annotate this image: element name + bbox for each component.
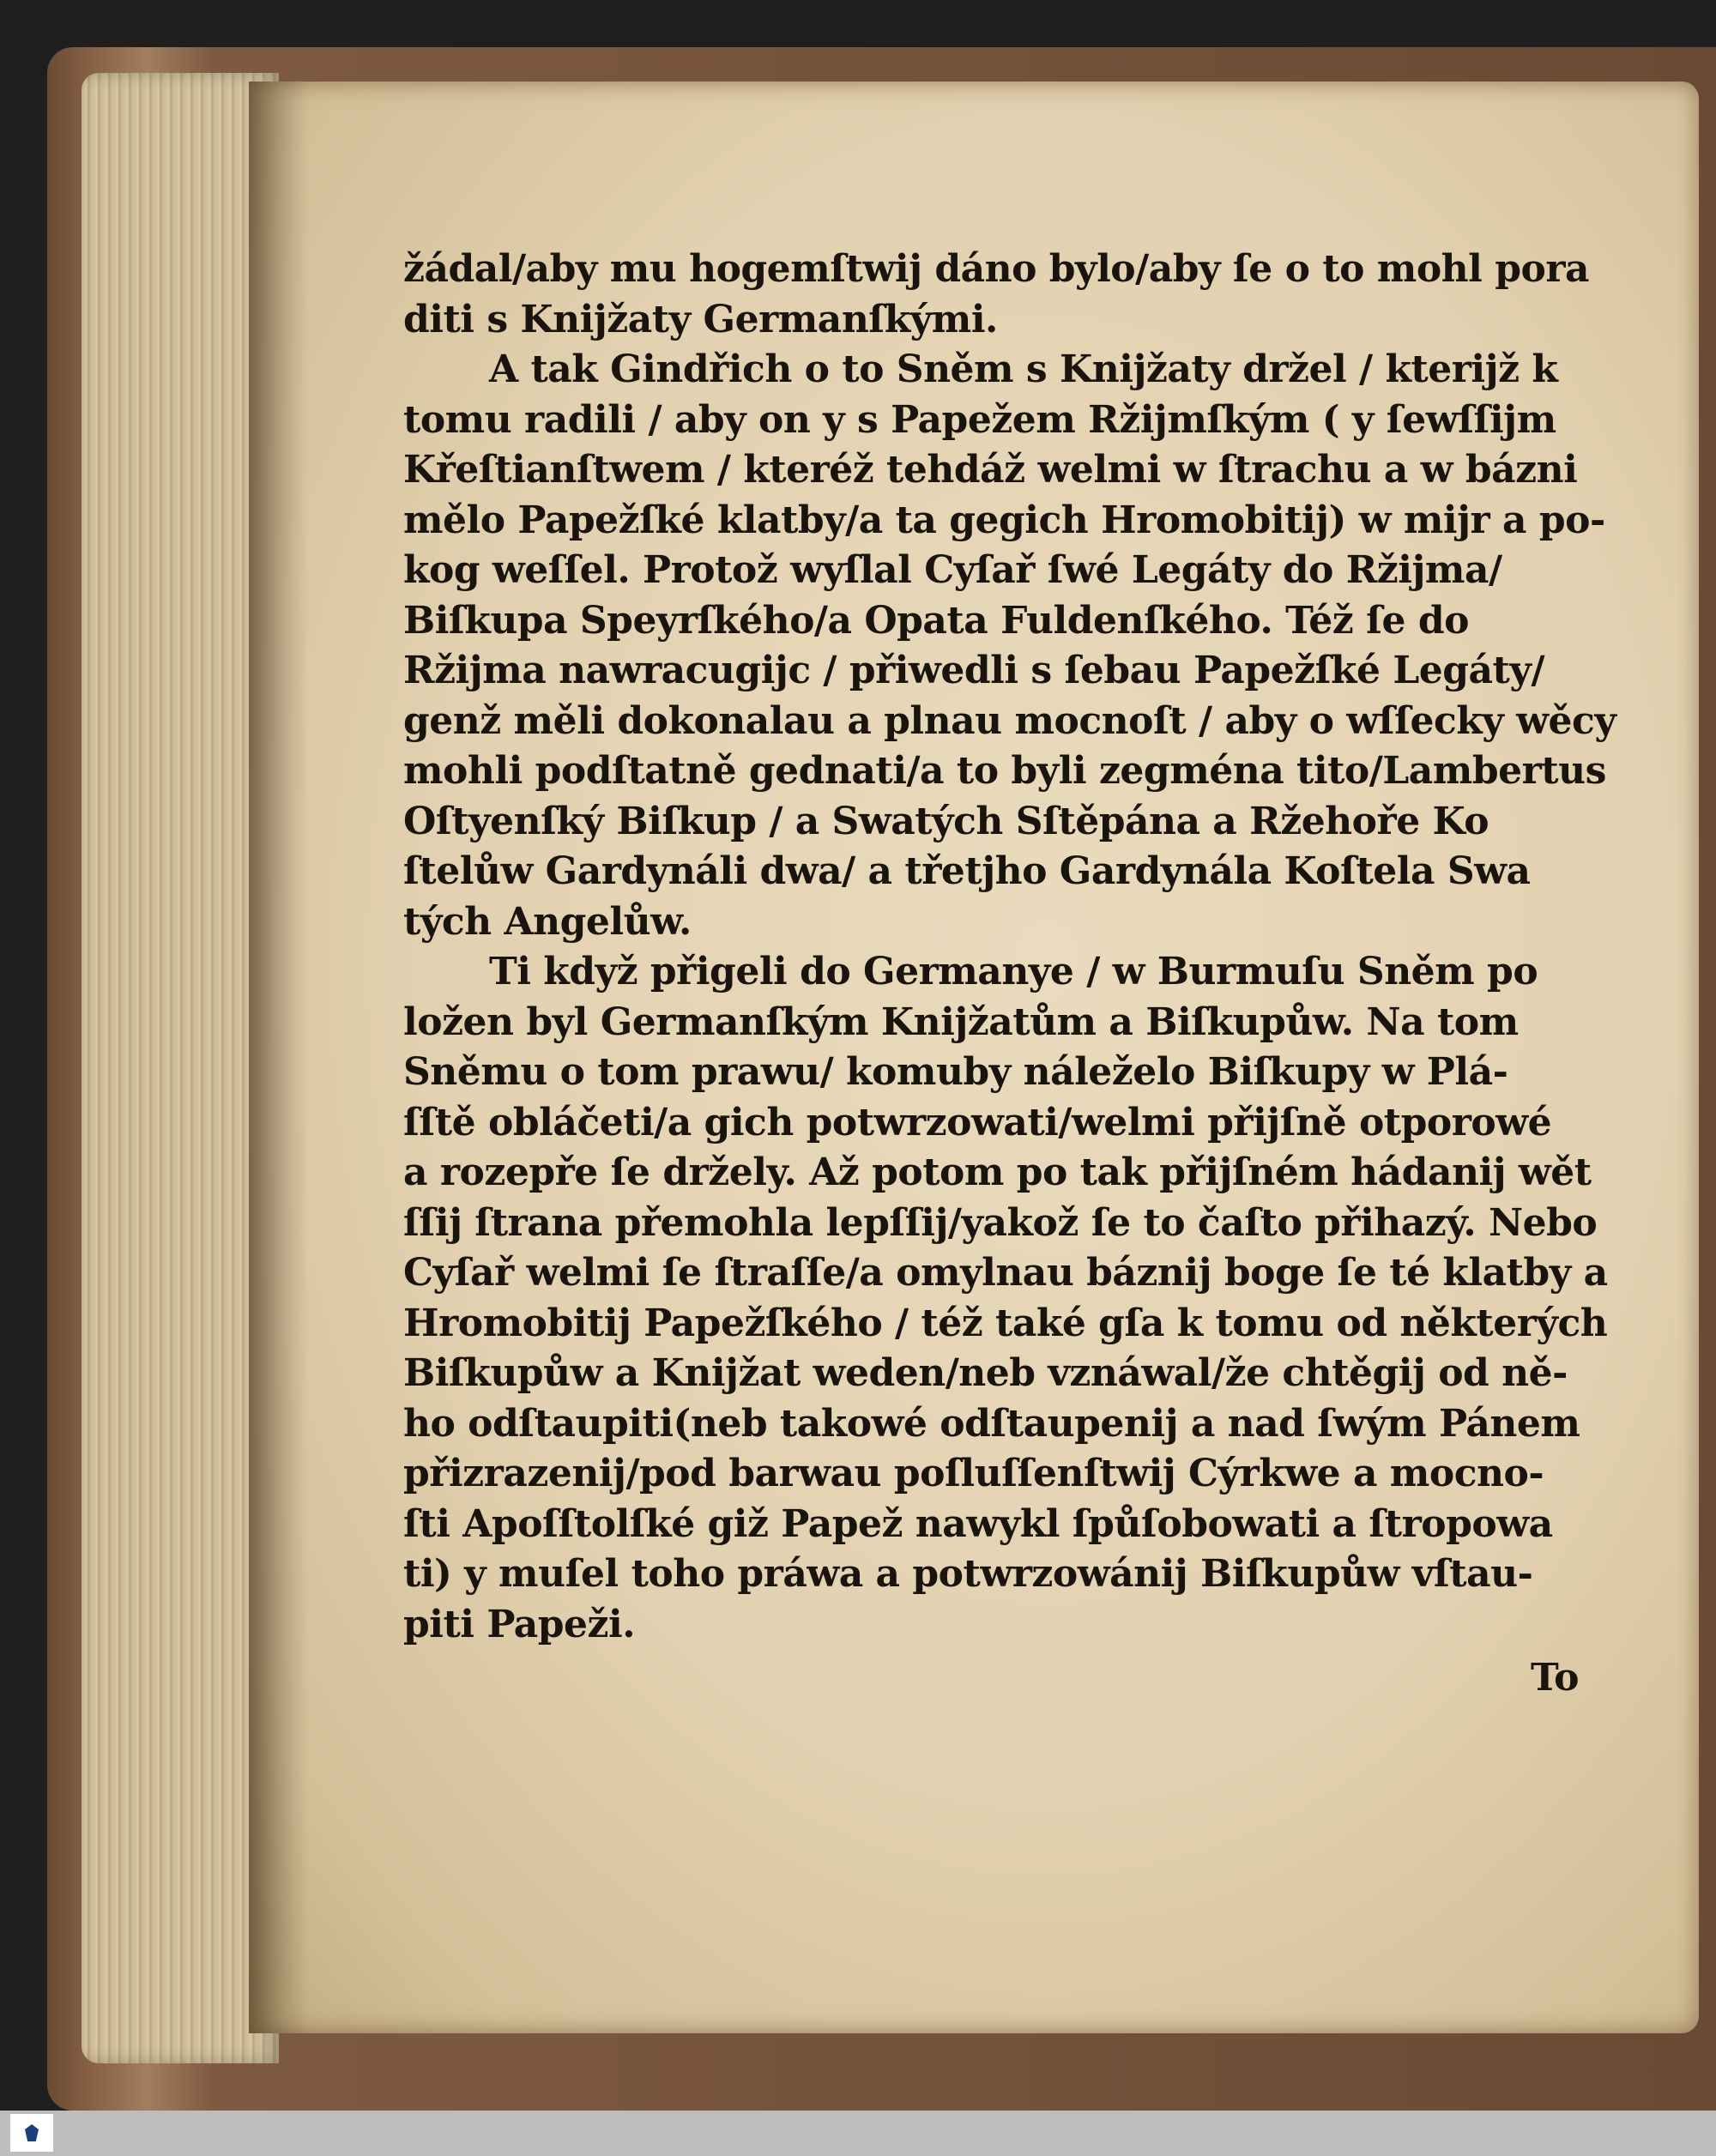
text-line: ti) y muſel toho práwa a potwrzowánij Biſkupůw vſtau- (403, 1552, 1533, 1596)
text-line: ſſij ſtrana přemohla lepſſij/yakož ſe to čaſto přihazý. Nebo (403, 1200, 1598, 1245)
text-line: ložen byl Germanſkým Knijžatům a Biſkupůw. Na tom (403, 999, 1519, 1044)
text-line: Sněmu o tom prawu/ komuby náleželo Biſkupy w Plá- (403, 1050, 1508, 1094)
text-line: genž měli dokonalau a plnau mocnoſt / aby o wſſecky wěcy (403, 698, 1616, 743)
text-line: Hromobitij Papežſkého / též také gſa k tomu od některých (403, 1301, 1608, 1345)
text-line: Ti když přigeli do Germanye / w Burmuſu Sněm po (489, 950, 1538, 993)
text-line: přizrazenij/pod barwau poſluſſenſtwij Cýrkwe a mocno- (403, 1452, 1544, 1495)
text-line: A tak Gindřich o to Sněm s Knijžaty držel / kterijž k (489, 347, 1558, 391)
text-line: Křeſtianſtwem / kteréž tehdáž welmi w ſtrachu a w bázni (403, 448, 1578, 492)
text-line: Biſkupa Speyrſkého/a Opata Fuldenſkého. Též ſe do (403, 598, 1469, 643)
book-page (249, 82, 1699, 2033)
text-line: mohli podſtatně gednati/a to byli zegména tito/Lambertus (403, 749, 1606, 793)
text-line: mělo Papežſké klatby/a ta gegich Hromobitij) w mijr a po- (403, 498, 1605, 542)
text-line: a rozepře ſe držely. Až potom po tak přijſném hádanij wět (403, 1150, 1592, 1194)
text-line: tých Angelůw. (403, 899, 692, 944)
text-line: kog weſſel. Protož wyſlal Cyſař ſwé Legáty do Ržijma/ (403, 548, 1502, 592)
text-line: Ržijma nawracugijc / přiwedli s ſebau Papežſké Legáty/ (403, 649, 1545, 692)
text-line: ſti Apoſſtolſké giž Papež nawykl ſpůſobowati a ſtropowa (403, 1501, 1553, 1546)
text-line: ſtelůw Gardynáli dwa/ a třetjho Gardynála Koſtela Swa (403, 849, 1531, 893)
text-line: piti Papeži. (403, 1602, 636, 1646)
gutter-shadow (249, 82, 309, 2033)
text-line: tomu radili / aby on y s Papežem Ržijmſkým ( y ſewſſijm (403, 397, 1556, 442)
text-line: Oſtyenſký Biſkup / a Swatých Sſtěpána a Ržehoře Ko (403, 799, 1489, 843)
library-logo-icon (25, 2124, 39, 2141)
text-line: ſſtě obláčeti/a gich potwrzowati/welmi přijſně otporowé (403, 1100, 1552, 1144)
text-line: ho odſtaupiti(neb takowé odſtaupenij a nad ſwým Pánem (403, 1401, 1580, 1446)
library-logo (10, 2114, 53, 2152)
viewer-footer-bar (0, 2111, 1716, 2156)
catchword: To (1530, 1656, 1579, 1700)
text-block (403, 245, 1616, 1704)
text-line: Cyſař welmi ſe ſtraſſe/a omylnau báznij boge ſe té klatby a (403, 1251, 1608, 1295)
text-line: žádal/aby mu hogemſtwij dáno bylo/aby ſe o to mohl pora (403, 247, 1590, 291)
text-line: diti s Knijžaty Germanſkými. (403, 297, 998, 341)
text-line: Biſkupůw a Knijžat weden/neb vznáwal/že chtěgij od ně- (403, 1351, 1568, 1395)
